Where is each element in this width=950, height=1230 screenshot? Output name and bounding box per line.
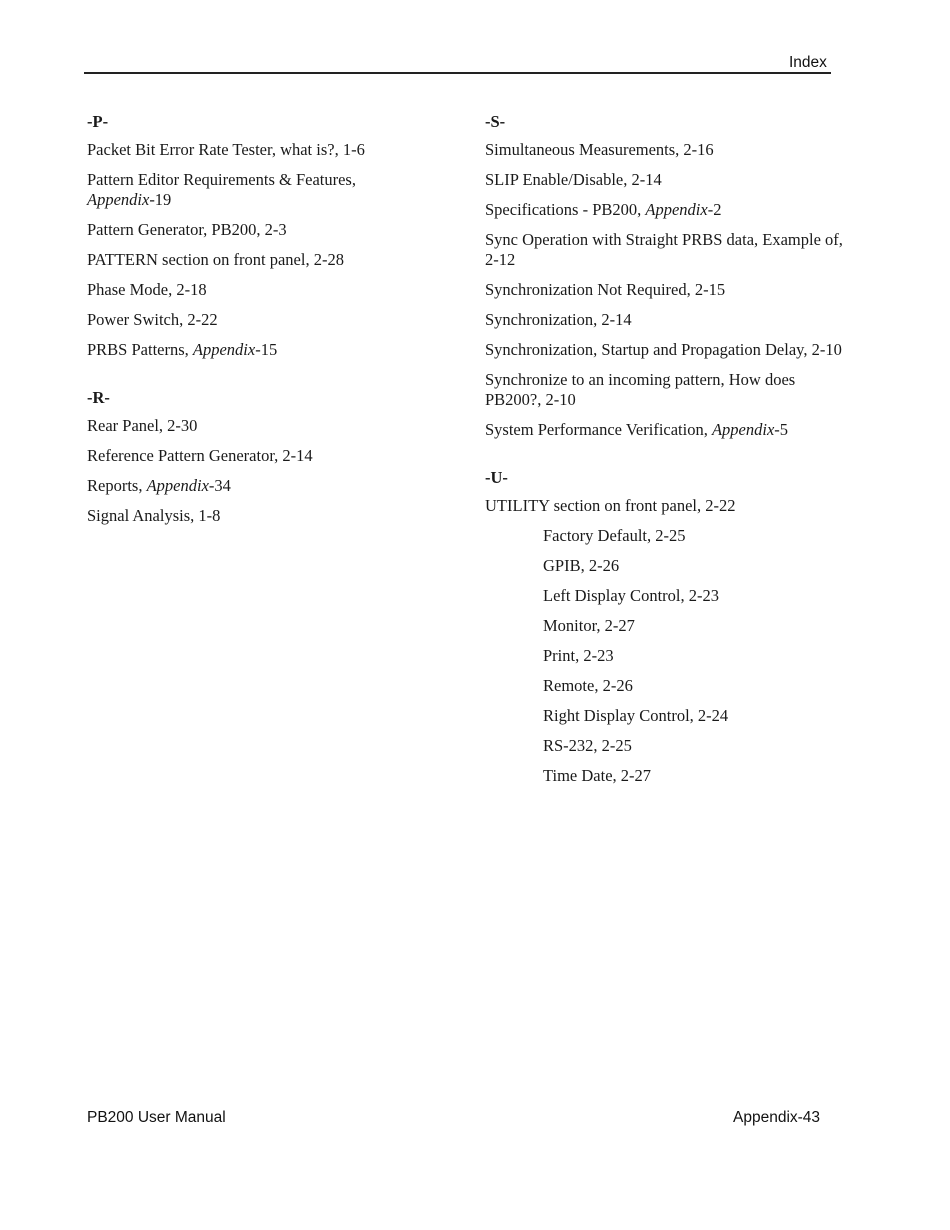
index-entry (87, 140, 417, 160)
index-entry-page: -19 (149, 190, 172, 209)
index-sub-entry: Left Display Control, 2-23 (543, 586, 719, 605)
index-sub-entry: Time Date, 2-27 (543, 766, 652, 785)
index-entry-text: Phase Mode, 2-18 (87, 280, 207, 299)
index-entry-text: PATTERN section on front panel, 2-28 (87, 250, 344, 269)
index-entry-text: Synchronization, Startup and Propagation Delay, 2-10 (485, 340, 842, 359)
index-sub-entry: RS-232, 2-25 (543, 736, 632, 755)
index-entry-text: Rear Panel, 2-30 (87, 416, 198, 435)
header-title: Index (789, 54, 827, 71)
index-entry-text: Synchronization, 2-14 (485, 310, 632, 329)
index-entry (87, 446, 417, 466)
index-entry-text: Pattern Generator, PB200, 2-3 (87, 220, 287, 239)
index-entry-appendix: Appendix (711, 420, 775, 439)
index-entry-text: Reference Pattern Generator, 2-14 (87, 446, 313, 465)
index-left-column (87, 113, 417, 555)
index-entry-text: Reports, (87, 476, 143, 495)
footer-page-number: Appendix-43 (733, 1109, 821, 1126)
index-entry (485, 280, 845, 300)
index-entry-text: Packet Bit Error Rate Tester, what is?, 1-6 (87, 140, 365, 159)
index-entry (87, 170, 417, 210)
index-entry (485, 170, 845, 190)
index-entry-page: -2 (707, 200, 722, 219)
index-section-u (485, 469, 845, 786)
index-entry-text: Power Switch, 2-22 (87, 310, 218, 329)
index-entry-text: Simultaneous Measurements, 2-16 (485, 140, 714, 159)
index-entry-text: SLIP Enable/Disable, 2-14 (485, 170, 662, 189)
index-entry (87, 476, 417, 496)
index-section-p (87, 113, 417, 360)
index-entry-appendix: Appendix (645, 200, 708, 219)
index-entry (485, 140, 845, 160)
section-heading: -S- (485, 112, 506, 131)
index-entry-text: PRBS Patterns, (87, 340, 189, 359)
index-entry (485, 420, 845, 440)
index-sub-entry: Print, 2-23 (543, 646, 614, 665)
index-sub-entry: GPIB, 2-26 (543, 556, 620, 575)
index-sub-entries (543, 526, 845, 786)
index-sub-entry: Monitor, 2-27 (543, 616, 635, 635)
section-heading: -R- (87, 388, 110, 407)
section-heading: -U- (485, 468, 508, 487)
index-entry-text: Pattern Editor Requirements & Features, (87, 170, 356, 189)
header-rule (84, 72, 831, 74)
index-entry (87, 310, 417, 330)
index-entry (485, 200, 845, 220)
index-entry-appendix: Appendix (87, 190, 150, 209)
index-entry-page: -34 (208, 476, 231, 495)
index-entry (485, 370, 845, 410)
index-section-s (485, 113, 845, 440)
index-right-column (485, 113, 845, 815)
index-entry (485, 340, 845, 360)
section-heading: -P- (87, 112, 109, 131)
index-section-r (87, 389, 417, 526)
index-entry-appendix: Appendix (192, 340, 256, 359)
index-entry (485, 230, 845, 270)
index-entry-text: Synchronization Not Required, 2-15 (485, 280, 726, 299)
index-sub-entry: Right Display Control, 2-24 (543, 706, 729, 725)
index-entry (87, 280, 417, 300)
index-sub-entry: Remote, 2-26 (543, 676, 633, 695)
index-entry-appendix: Appendix (146, 476, 209, 495)
index-entry (485, 310, 845, 330)
index-entry-text: Synchronize to an incoming pattern, How does PB200?, 2-10 (485, 370, 796, 409)
index-entry (87, 340, 417, 360)
index-entry-text: System Performance Verification, (485, 420, 708, 439)
index-entry (87, 220, 417, 240)
index-entry-text: Specifications - PB200, (485, 200, 642, 219)
index-entry-text: Sync Operation with Straight PRBS data, Example of, 2-12 (485, 230, 843, 269)
index-sub-entry: Factory Default, 2-25 (543, 526, 686, 545)
footer-manual-title: PB200 User Manual (87, 1109, 226, 1126)
index-entry (87, 506, 417, 526)
index-entry (485, 496, 845, 516)
index-entry-text: Signal Analysis, 1-8 (87, 506, 221, 525)
index-entry (87, 250, 417, 270)
index-entry-text: UTILITY section on front panel, 2-22 (485, 496, 736, 515)
index-entry-page: -5 (774, 420, 789, 439)
index-entry-page: -15 (255, 340, 278, 359)
index-entry (87, 416, 417, 436)
